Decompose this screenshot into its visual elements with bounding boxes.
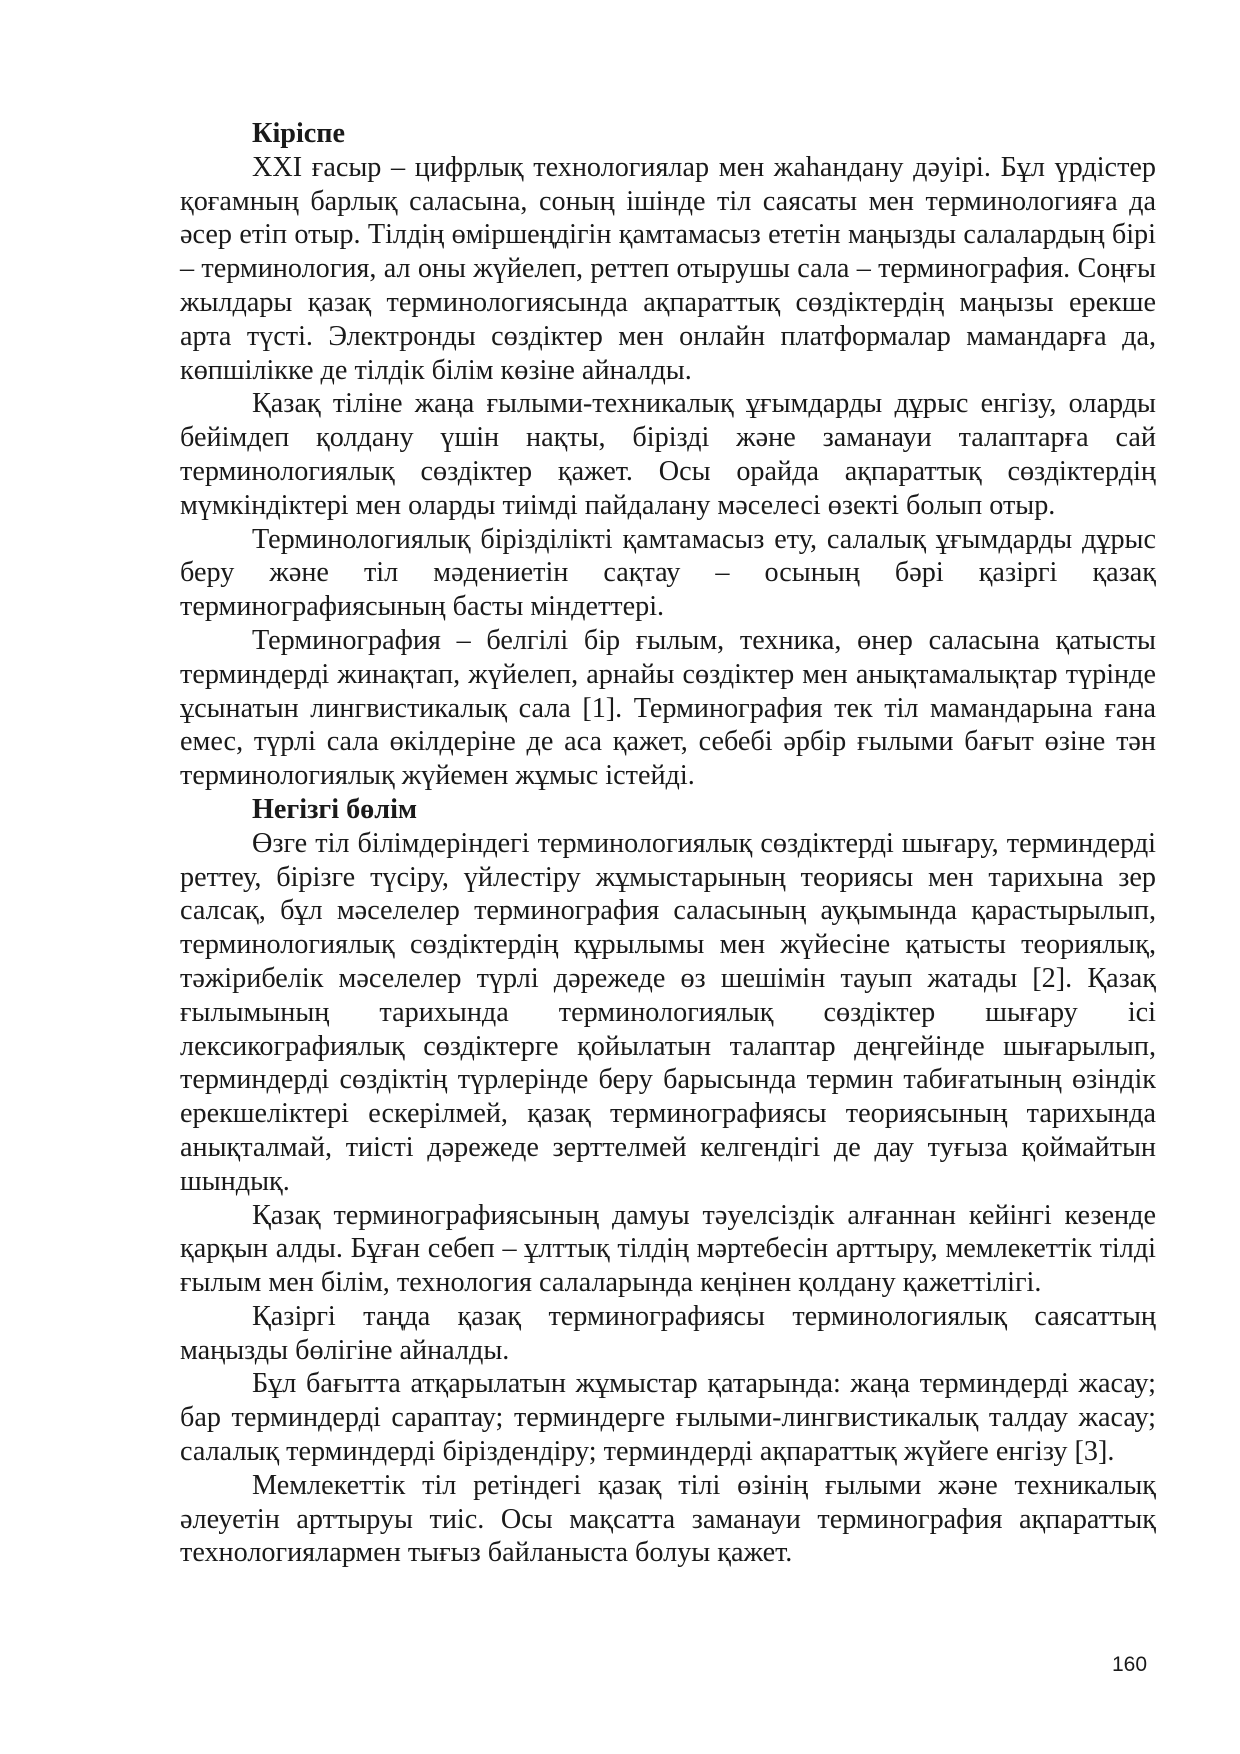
paragraph: Қазақ терминографиясының дамуы тәуелсіздік алғаннан кейінгі кезенде қарқын алды. Бұған себеп – ұлттық тілдің мәртебесін арттыру, мемлекеттік тілді ғылым мен білім, технология салаларында кеңінен қолдану қажеттілігі. bbox=[180, 1199, 1156, 1299]
paragraph: Терминография – белгілі бір ғылым, техника, өнер саласына қатысты терминдерді жинақтап, жүйелеп, арнайы сөздіктер мен анықтамалықтар түрінде ұсынатын лингвистикалық сала [1]. Терминография тек тіл мамандарына ғана емес, түрлі сала өкілдеріне де аса қажет, себебі әрбір ғылыми бағыт өзіне тән терминологиялық жүйемен жұмыс істейді. bbox=[180, 624, 1156, 792]
paragraph: Мемлекеттік тіл ретіндегі қазақ тілі өзінің ғылыми және техникалық әлеуетін арттыруы тиіс. Осы мақсатта заманауи терминография ақпараттық технологиялармен тығыз байланыста болуы қажет. bbox=[180, 1469, 1156, 1569]
paragraph: Қазіргі таңда қазақ терминографиясы терминологиялық саясаттың маңызды бөлігіне айналды. bbox=[180, 1300, 1156, 1366]
paragraph: Бұл бағытта атқарылатын жұмыстар қатарында: жаңа терминдерді жасау; бар терминдерді сараптау; терминдерге ғылыми-лингвистикалық талдау жасау; салалық терминдерді біріздендіру; терминдерді ақпараттық жүйеге енгізу [3]. bbox=[180, 1368, 1156, 1468]
section-heading-introduction: Кіріспе bbox=[252, 118, 346, 149]
page-number: 160 bbox=[1112, 1653, 1148, 1676]
paragraph: Терминологиялық бірізділікті қамтамасыз ету, салалық ұғымдарды дұрыс беру және тіл мәдениетін сақтау – осының бәрі қазіргі қазақ терминографиясының басты міндеттері. bbox=[180, 523, 1156, 623]
section-heading-main-part: Негізгі бөлім bbox=[252, 793, 418, 825]
page-body bbox=[180, 117, 1156, 1570]
paragraph: Өзге тіл білімдеріндегі терминологиялық сөздіктерді шығару, терминдерді реттеу, бірізге түсіру, үйлестіру жұмыстарының теориясы мен тарихына зер салсақ, бұл мәселелер терминография саласының ауқымында қарастырылып, терминологиялық сөздіктердің құрылымы мен жүйесіне қатысты теориялық, тәжірибелік мәселелер түрлі дәрежеде өз шешімін тауып жатады [2]. Қазақ ғылымының тарихында терминологиялық сөздіктер шығару ісі лексикографиялық сөздіктерге қойылатын талаптар деңгейінде шығарылып, терминдерді сөздіктің түрлерінде беру барысында термин табиғатының өзіндік ерекшеліктері ескерілмей, қазақ терминографиясы теориясының тарихында анықталмай, тиісті дәрежеде зерттелмей келгендігі де дау туғыза қоймайтын шындық. bbox=[180, 827, 1156, 1197]
paragraph: XXI ғасыр – цифрлық технологиялар мен жаһандану дәуірі. Бұл үрдістер қоғамның барлық саласына, соның ішінде тіл саясаты мен терминологияға да әсер етіп отыр. Тілдің өміршеңдігін қамтамасыз ететін маңызды салалардың бірі – терминология, ал оны жүйелеп, реттеп отырушы сала – терминография. Соңғы жылдары қазақ терминологиясында ақпараттық сөздіктердің маңызы ерекше арта түсті. Электронды сөздіктер мен онлайн платформалар мамандарға да, көпшілікке де тілдік білім көзіне айналды. bbox=[180, 151, 1156, 386]
paragraph: Қазақ тіліне жаңа ғылыми-техникалық ұғымдарды дұрыс енгізу, оларды бейімдеп қолдану үшін нақты, бірізді және заманауи талаптарға сай терминологиялық сөздіктер қажет. Осы орайда ақпараттық сөздіктердің мүмкіндіктері мен оларды тиімді пайдалану мәселесі өзекті болып отыр. bbox=[180, 388, 1156, 521]
